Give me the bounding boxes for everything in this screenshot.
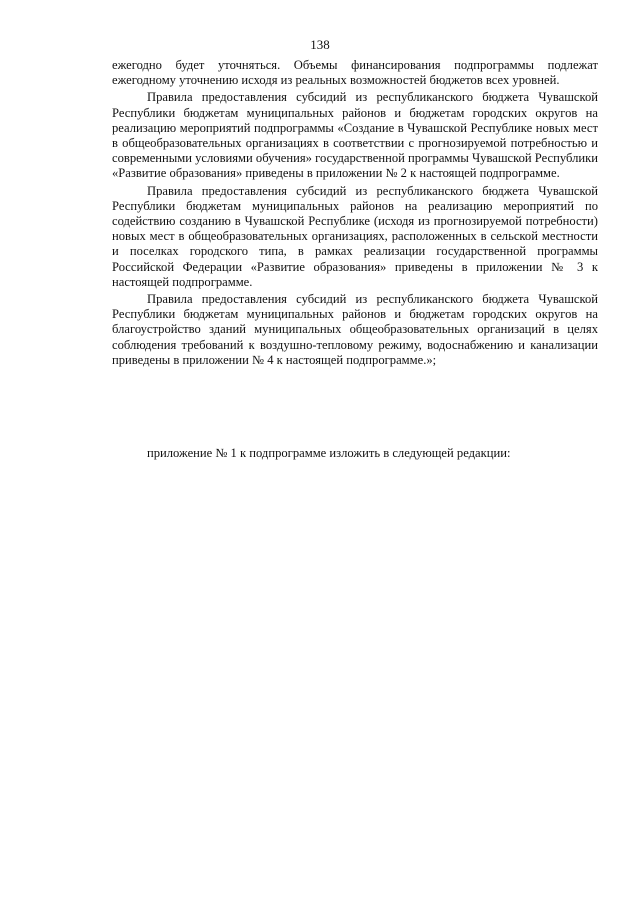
paragraph-appendix-4-rules: Правила предоставления субсидий из республиканского бюджета Чувашской Республики бюджетам муниципальных районов и бюджетам городских округов на благоустройство зданий муниципальных общеобразовательных организаций в целях соблюдения требований к воздушно-тепловому режиму, водоснабжению и канализации приведены в приложении № 4 к настоящей подпрограмме.»;	[112, 292, 598, 367]
page-number: 138	[310, 37, 330, 52]
paragraph-appendix-3-rules: Правила предоставления субсидий из республиканского бюджета Чувашской Республики бюджетам муниципальных районов на реализацию мероприятий по содействию созданию в Чувашской Республике (исходя из прогнозируемой потребности) новых мест в общеобразовательных организациях, расположенных в сельской местности и поселках городского типа, в рамках реализации государственной программы Российской Федерации «Развитие образования» приведены в приложении № 3 к настоящей подпрограмме.	[112, 183, 598, 289]
paragraph-funding-continuation: ежегодно будет уточняться. Объемы финансирования подпрограммы подлежат ежегодному уточнению исходя из реальных возможностей бюджетов всех уровней.	[112, 58, 598, 88]
amendment-instruction-line: приложение № 1 к подпрограмме изложить в следующей редакции:	[147, 446, 511, 460]
document-body	[112, 58, 598, 368]
paragraph-appendix-2-rules: Правила предоставления субсидий из республиканского бюджета Чувашской Республики бюджетам муниципальных районов и бюджетам городских округов на реализацию мероприятий подпрограммы «Создание в Чувашской Республике новых мест в общеобразовательных организациях в соответствии с прогнозируемой потребностью и современными условиями обучения» государственной программы Чувашской Республики «Развитие образования» приведены в приложении № 2 к настоящей подпрограмме.	[112, 90, 598, 181]
